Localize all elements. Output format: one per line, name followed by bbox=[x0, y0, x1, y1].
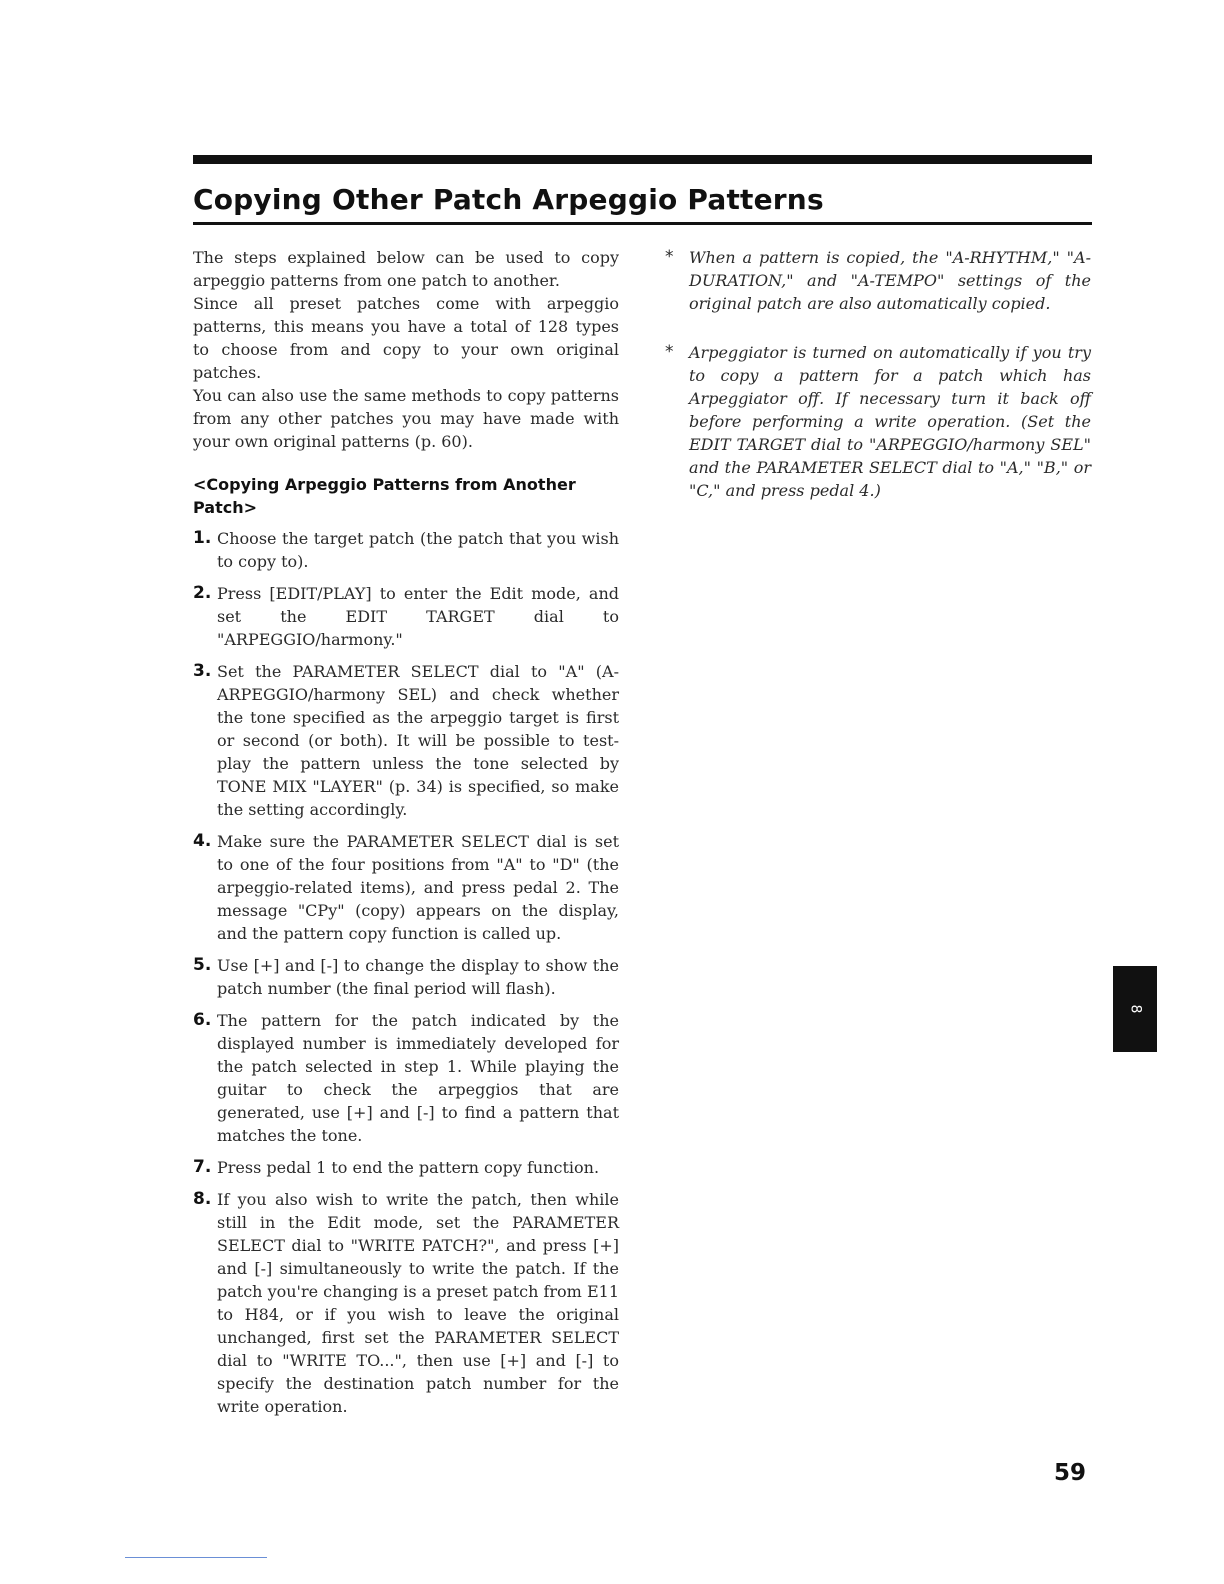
top-rule bbox=[193, 155, 1092, 164]
procedure-step bbox=[193, 1009, 619, 1147]
right-column bbox=[665, 246, 1091, 528]
title-underline bbox=[193, 222, 1092, 225]
intro-paragraph: You can also use the same methods to copy patterns from any other patches you may have made with your own original patterns (p. 60). bbox=[193, 386, 619, 451]
step-number: 5. bbox=[193, 955, 212, 975]
procedure-steps bbox=[193, 527, 619, 1418]
asterisk-icon: * bbox=[665, 342, 674, 362]
bottom-divider bbox=[125, 1557, 267, 1558]
page-number: 59 bbox=[1053, 1460, 1086, 1486]
note-text: Arpeggiator is turned on automatically if you try to copy a pattern for a patch which has Arpeggiator off. If necessary turn it back off before performing a write operation. (Set the EDIT TARGET dial to "ARPEGGIO/harmony SEL" and the PARAMETER SELECT dial to "A," "B," or "C," and press pedal 4.) bbox=[689, 343, 1091, 500]
procedure-step bbox=[193, 660, 619, 821]
step-text: Press [EDIT/PLAY] to enter the Edit mode, and set the EDIT TARGET dial to "ARPEGGIO/harmony." bbox=[217, 584, 619, 649]
note bbox=[665, 246, 1091, 315]
intro-paragraph: Since all preset patches come with arpeggio patterns, this means you have a total of 128 types to choose from and copy to your own original patches. bbox=[193, 294, 619, 382]
step-text: Make sure the PARAMETER SELECT dial is set to one of the four positions from "A" to "D" (the arpeggio-related items), and press pedal 2. The message "CPy" (copy) appears on the display, and the pattern copy function is called up. bbox=[217, 832, 619, 943]
step-number: 1. bbox=[193, 528, 212, 548]
step-number: 4. bbox=[193, 831, 212, 851]
step-number: 8. bbox=[193, 1189, 212, 1209]
procedure-step bbox=[193, 954, 619, 1000]
step-number: 6. bbox=[193, 1010, 212, 1030]
procedure-step bbox=[193, 527, 619, 573]
step-number: 2. bbox=[193, 583, 212, 603]
chapter-number: 8 bbox=[1126, 1004, 1143, 1014]
asterisk-icon: * bbox=[665, 247, 674, 267]
note bbox=[665, 341, 1091, 502]
procedure-step bbox=[193, 582, 619, 651]
step-text: Choose the target patch (the patch that you wish to copy to). bbox=[217, 529, 619, 571]
procedure-heading: <Copying Arpeggio Patterns from Another Patch> bbox=[193, 475, 576, 517]
step-number: 3. bbox=[193, 661, 212, 681]
step-text: Use [+] and [-] to change the display to show the patch number (the final period will flash). bbox=[217, 956, 619, 998]
step-text: The pattern for the patch indicated by the displayed number is immediately developed for the patch selected in step 1. While playing the guitar to check the arpeggios that are generated, use [+] and [-] to find a pattern that matches the tone. bbox=[217, 1011, 619, 1145]
procedure-step bbox=[193, 1156, 619, 1179]
page-title: Copying Other Patch Arpeggio Patterns bbox=[193, 183, 824, 216]
intro-text bbox=[193, 246, 619, 453]
procedure-step bbox=[193, 830, 619, 945]
step-text: If you also wish to write the patch, then while still in the Edit mode, set the PARAMETER SELECT dial to "WRITE PATCH?", and press [+] and [-] simultaneously to write the patch. If the patch you're changing is a preset patch from E11 to H84, or if you wish to leave the original unchanged, first set the PARAMETER SELECT dial to "WRITE TO...", then use [+] and [-] to specify the destination patch number for the write operation. bbox=[217, 1190, 619, 1416]
left-column bbox=[193, 246, 619, 1427]
procedure-step bbox=[193, 1188, 619, 1418]
note-text: When a pattern is copied, the "A-RHYTHM," "A-DURATION," and "A-TEMPO" settings of the original patch are also automatically copied. bbox=[689, 248, 1091, 313]
intro-paragraph: The steps explained below can be used to copy arpeggio patterns from one patch to another. bbox=[193, 248, 619, 290]
step-number: 7. bbox=[193, 1157, 212, 1177]
chapter-tab bbox=[1113, 966, 1157, 1052]
step-text: Press pedal 1 to end the pattern copy function. bbox=[217, 1158, 600, 1177]
step-text: Set the PARAMETER SELECT dial to "A" (A-ARPEGGIO/harmony SEL) and check whether the tone specified as the arpeggio target is first or second (or both). It will be possible to test-play the pattern unless the tone selected by TONE MIX "LAYER" (p. 34) is specified, so make the setting accordingly. bbox=[217, 662, 619, 819]
